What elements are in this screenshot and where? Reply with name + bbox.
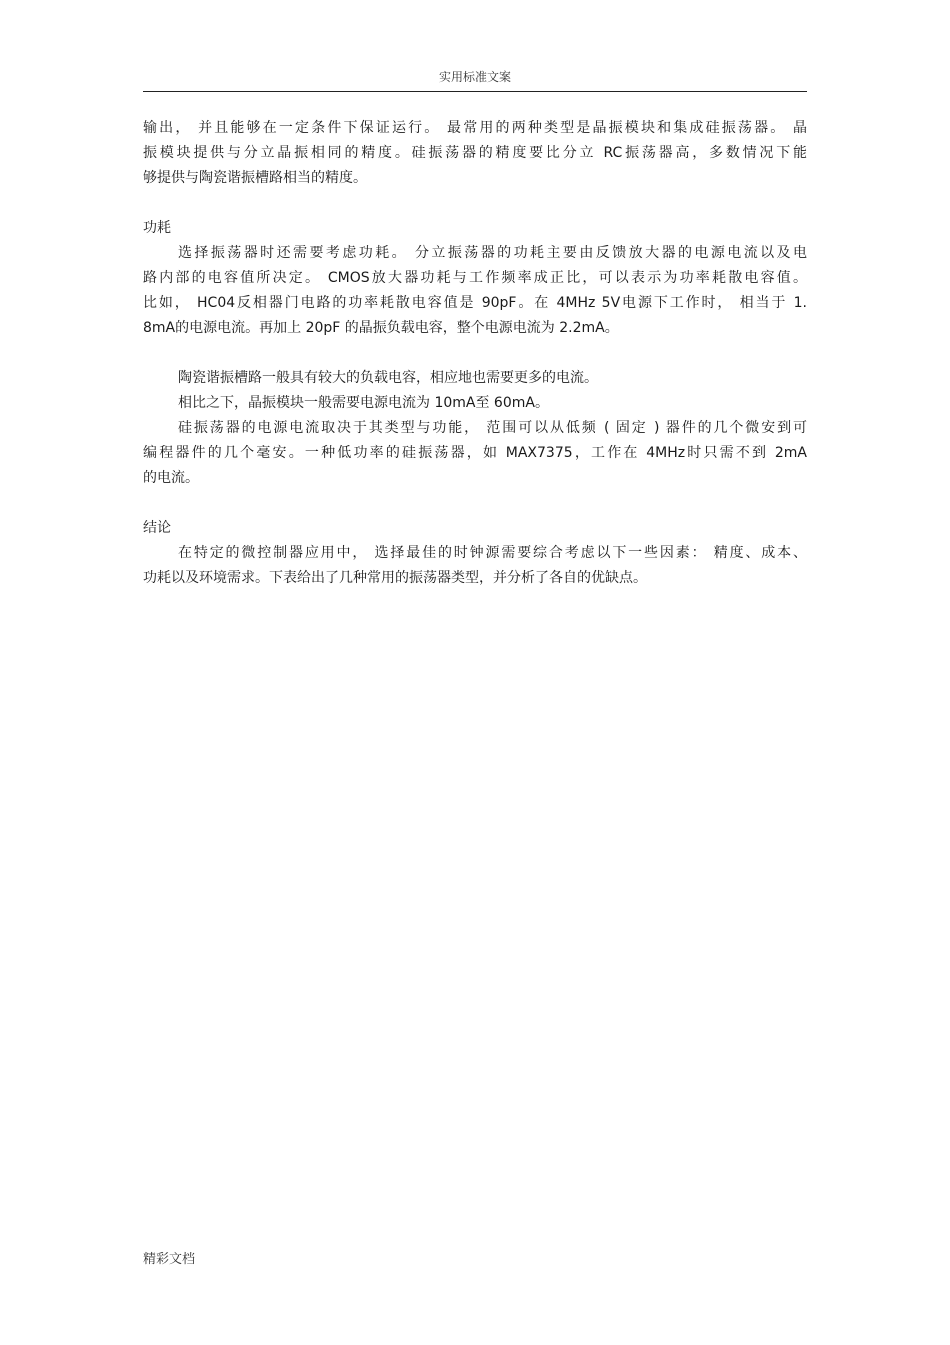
conclusion-line-1: 在特定的微控制器应用中， 选择最佳的时钟源需要综合考虑以下一些因素： 精度、成本、 bbox=[178, 545, 807, 561]
power-p4-line-1: 硅振荡器的电源电流取决于其类型与功能， 范围可以从低频 ( 固定 ) 器件的几个微安到可 bbox=[178, 420, 807, 436]
power-heading: 功耗 bbox=[143, 220, 171, 236]
header-divider bbox=[143, 91, 807, 92]
power-p3: 相比之下，晶振模块一般需要电源电流为 10mA至 60mA。 bbox=[178, 395, 549, 411]
footer-label: 精彩文档 bbox=[143, 1252, 196, 1267]
conclusion-line-2: 功耗以及环境需求。下表给出了几种常用的振荡器类型，并分析了各自的优缺点。 bbox=[143, 570, 647, 586]
power-p2: 陶瓷谐振槽路一般具有较大的负载电容，相应地也需要更多的电流。 bbox=[178, 370, 598, 386]
power-p4-line-2: 编程器件的几个毫安。一种低功率的硅振荡器，如 MAX7375，工作在 4MHz时只需不到 2mA bbox=[143, 445, 807, 461]
header-title: 实用标准文案 bbox=[438, 70, 511, 84]
intro-line-3: 够提供与陶瓷谐振槽路相当的精度。 bbox=[143, 170, 367, 186]
intro-line-2: 振模块提供与分立晶振相同的精度。硅振荡器的精度要比分立 RC振荡器高，多数情况下能 bbox=[143, 145, 807, 161]
intro-line-1: 输出， 并且能够在一定条件下保证运行。 最常用的两种类型是晶振模块和集成硅振荡器。 晶 bbox=[143, 120, 807, 136]
power-p1-line-4: 8mA的电源电流。再加上 20pF 的晶振负载电容，整个电源电流为 2.2mA。 bbox=[143, 320, 619, 336]
power-p1-line-3: 比如， HC04反相器门电路的功率耗散电容值是 90pF。在 4MHz 5V电源下工作时， 相当于 1. bbox=[143, 295, 807, 311]
power-p1-line-1: 选择振荡器时还需要考虑功耗。 分立振荡器的功耗主要由反馈放大器的电源电流以及电 bbox=[178, 245, 807, 261]
power-p1-line-2: 路内部的电容值所决定。 CMOS放大器功耗与工作频率成正比，可以表示为功率耗散电容值。 bbox=[143, 270, 807, 286]
power-p4-line-3: 的电流。 bbox=[143, 470, 199, 486]
conclusion-heading: 结论 bbox=[143, 520, 171, 536]
